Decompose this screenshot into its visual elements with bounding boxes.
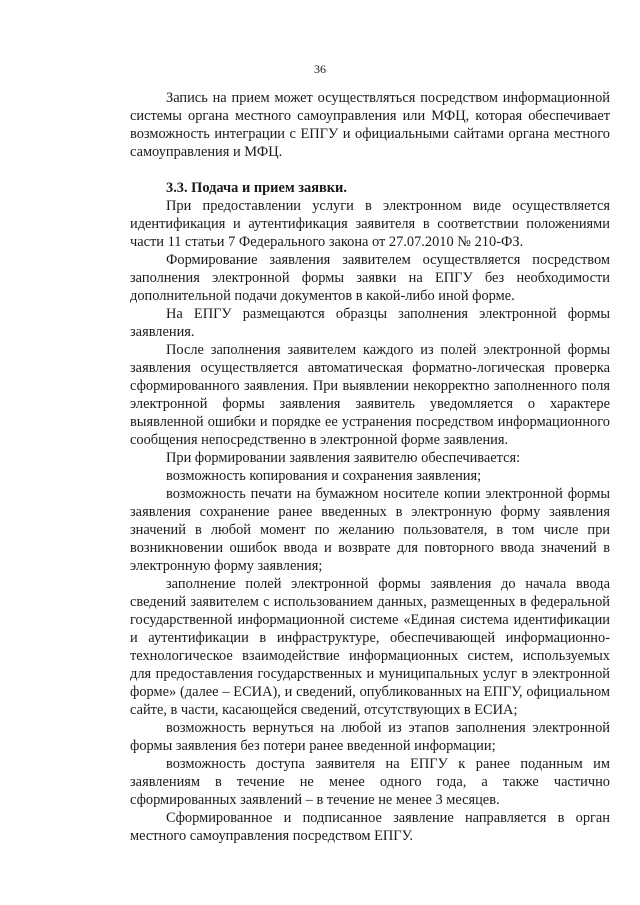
list-item-return-step: возможность вернуться на любой из этапов заполнения электронной формы заявления без потери ранее введенной информации; bbox=[130, 720, 610, 754]
paragraph-form-filling: Формирование заявления заявителем осуществляется посредством заполнения электронной формы заявки на ЕПГУ без необходимости дополнительной подачи документов в какой-либо иной форме. bbox=[130, 252, 610, 304]
paragraph-samples: На ЕПГУ размещаются образцы заполнения электронной формы заявления. bbox=[130, 306, 610, 340]
page-number: 36 bbox=[314, 62, 326, 76]
list-item-copy-save: возможность копирования и сохранения заявления; bbox=[166, 468, 482, 484]
list-item-access-history: возможность доступа заявителя на ЕПГУ к ранее поданным им заявлениям в течение не менее одного года, а также частично сформированных заявлений – в течение не менее 3 месяцев. bbox=[130, 756, 610, 808]
list-item-prefill-esia: заполнение полей электронной формы заявления до начала ввода сведений заявителем с использованием данных, размещенных в федеральной государственной информационной системе «Единая система идентификации и аутентификации в инфраструктуре, обеспечивающей информационно-технологическое взаимодействие информационных систем, используемых для предоставления государственных и муниципальных услуг в электронной форме» (далее – ЕСИА), и сведений, опубликованных на ЕПГУ, официальном сайте, в части, касающейся сведений, отсутствующих в ЕСИА; bbox=[130, 576, 610, 718]
list-item-print: возможность печати на бумажном носителе копии электронной формы заявления сохранение ранее введенных в электронную форму заявления значений в любой момент по желанию пользователя, в том числе при возникновении ошибок ввода и возврате для повторного ввода значений в электронную форму заявления; bbox=[130, 486, 610, 574]
section-heading: 3.3. Подача и прием заявки. bbox=[166, 180, 347, 196]
paragraph-validation: После заполнения заявителем каждого из полей электронной формы заявления осуществляется автоматическая форматно-логическая проверка сформированного заявления. При выявлении некорректно заполненного поля электронной формы заявления заявитель уведомляется о характере выявленной ошибки и порядке ее устранения посредством информационного сообщения непосредственно в электронной форме заявления. bbox=[130, 342, 610, 448]
document-body bbox=[130, 89, 610, 845]
paragraph-submission: Сформированное и подписанное заявление направляется в орган местного самоуправления посредством ЕПГУ. bbox=[130, 810, 610, 844]
paragraph-identification: При предоставлении услуги в электронном виде осуществляется идентификация и аутентификация заявителя в соответствии положениями части 11 статьи 7 Федерального закона от 27.07.2010 № 210-ФЗ. bbox=[130, 198, 610, 250]
intro-paragraph: Запись на прием может осуществляться посредством информационной системы органа местного самоуправления или МФЦ, которая обеспечивает возможность интеграции с ЕПГУ и официальными сайтами органа местного самоуправления и МФЦ. bbox=[130, 90, 610, 160]
paragraph-provisions-intro: При формировании заявления заявителю обеспечивается: bbox=[166, 450, 521, 466]
